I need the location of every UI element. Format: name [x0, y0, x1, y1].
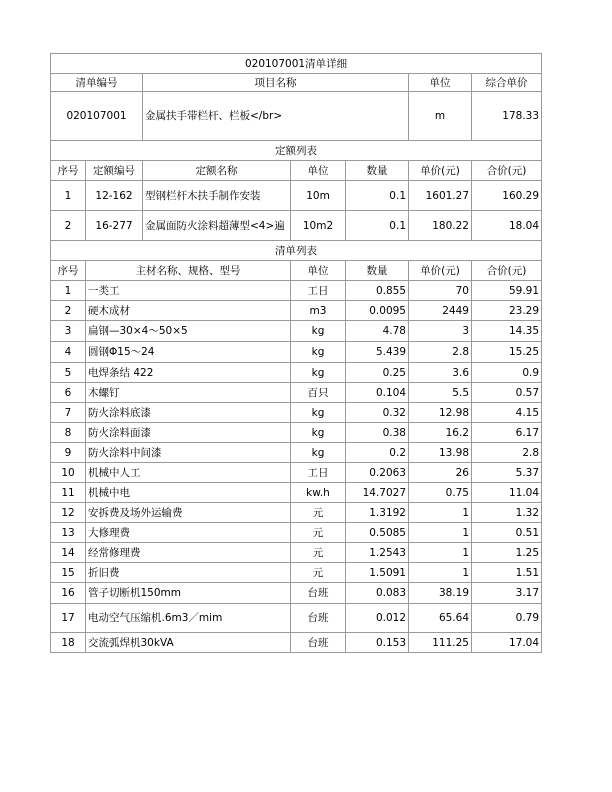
sheet-title: 020107001清单详细	[51, 54, 542, 74]
bill-row	[51, 92, 542, 141]
material-qty: 0.25	[346, 363, 409, 383]
quota-seq-header: 序号	[51, 161, 86, 181]
quota-seq: 1	[51, 181, 86, 211]
material-unit: kg	[291, 403, 346, 423]
quota-price: 180.22	[409, 211, 472, 241]
material-total: 1.51	[472, 563, 542, 583]
quota-qty: 0.1	[346, 211, 409, 241]
material-price: 1	[409, 563, 472, 583]
title-row	[51, 54, 542, 74]
material-price: 1	[409, 523, 472, 543]
quota-price: 1601.27	[409, 181, 472, 211]
material-qty: 14.7027	[346, 483, 409, 503]
material-qty: 0.2	[346, 443, 409, 463]
material-row	[51, 321, 542, 342]
material-row	[51, 503, 542, 523]
material-total: 4.15	[472, 403, 542, 423]
material-total: 5.37	[472, 463, 542, 483]
material-row	[51, 483, 542, 503]
material-total-header: 合价(元)	[472, 261, 542, 281]
material-seq: 9	[51, 443, 86, 463]
material-header-row	[51, 261, 542, 281]
material-qty: 4.78	[346, 321, 409, 342]
material-qty-header: 数量	[346, 261, 409, 281]
material-seq: 4	[51, 342, 86, 363]
material-name: 圆钢Φ15～24	[86, 342, 291, 363]
material-name: 硬木成材	[86, 301, 291, 321]
material-unit: kg	[291, 443, 346, 463]
material-total: 15.25	[472, 342, 542, 363]
quota-name: 金属面防火涂料超薄型<4>遍	[143, 211, 291, 241]
material-unit: 元	[291, 503, 346, 523]
bill-price-header: 综合单价	[472, 74, 542, 92]
material-total: 14.35	[472, 321, 542, 342]
quota-unit-header: 单位	[291, 161, 346, 181]
bill-unit-header: 单位	[409, 74, 472, 92]
material-name: 扁钢—30×4～50×5	[86, 321, 291, 342]
quota-row	[51, 211, 542, 241]
material-qty: 1.2543	[346, 543, 409, 563]
material-row	[51, 363, 542, 383]
material-seq: 16	[51, 583, 86, 604]
material-qty: 1.5091	[346, 563, 409, 583]
material-price: 16.2	[409, 423, 472, 443]
quota-code: 16-277	[86, 211, 143, 241]
material-name-header: 主材名称、规格、型号	[86, 261, 291, 281]
material-name: 折旧费	[86, 563, 291, 583]
quota-price-header: 单价(元)	[409, 161, 472, 181]
material-row	[51, 443, 542, 463]
quota-section-row	[51, 141, 542, 161]
material-total: 0.9	[472, 363, 542, 383]
material-seq: 11	[51, 483, 86, 503]
material-qty: 5.439	[346, 342, 409, 363]
material-price: 2449	[409, 301, 472, 321]
material-price: 70	[409, 281, 472, 301]
material-seq: 6	[51, 383, 86, 403]
bill-unit: m	[409, 92, 472, 141]
material-qty: 0.855	[346, 281, 409, 301]
material-row	[51, 301, 542, 321]
quota-total-header: 合价(元)	[472, 161, 542, 181]
material-unit: kw.h	[291, 483, 346, 503]
material-name: 电动空气压缩机.6m3／mim	[86, 604, 291, 633]
material-total: 3.17	[472, 583, 542, 604]
quota-qty-header: 数量	[346, 161, 409, 181]
quota-header-row	[51, 161, 542, 181]
material-seq: 1	[51, 281, 86, 301]
material-qty: 0.5085	[346, 523, 409, 543]
material-unit: kg	[291, 321, 346, 342]
quota-unit: 10m2	[291, 211, 346, 241]
quota-name-header: 定额名称	[143, 161, 291, 181]
material-seq: 15	[51, 563, 86, 583]
material-name: 安拆费及场外运输费	[86, 503, 291, 523]
material-row	[51, 583, 542, 604]
material-row	[51, 281, 542, 301]
material-price: 65.64	[409, 604, 472, 633]
material-name: 机械中电	[86, 483, 291, 503]
material-price: 26	[409, 463, 472, 483]
material-qty: 0.0095	[346, 301, 409, 321]
material-total: 0.79	[472, 604, 542, 633]
quota-section-title: 定额列表	[51, 141, 542, 161]
material-name: 木螺钉	[86, 383, 291, 403]
bill-price: 178.33	[472, 92, 542, 141]
material-seq: 3	[51, 321, 86, 342]
bill-name: 金属扶手带栏杆、栏板</br>	[143, 92, 409, 141]
material-total: 6.17	[472, 423, 542, 443]
material-seq: 5	[51, 363, 86, 383]
material-seq: 2	[51, 301, 86, 321]
bill-code-header: 清单编号	[51, 74, 143, 92]
material-name: 大修理费	[86, 523, 291, 543]
material-unit: 台班	[291, 604, 346, 633]
material-price: 3	[409, 321, 472, 342]
material-unit: m3	[291, 301, 346, 321]
material-qty: 0.012	[346, 604, 409, 633]
material-price: 13.98	[409, 443, 472, 463]
material-name: 交流弧焊机30kVA	[86, 633, 291, 653]
material-total: 17.04	[472, 633, 542, 653]
material-price: 1	[409, 543, 472, 563]
material-name: 防火涂料中间漆	[86, 443, 291, 463]
material-seq: 18	[51, 633, 86, 653]
material-qty: 0.104	[346, 383, 409, 403]
material-price: 5.5	[409, 383, 472, 403]
material-seq: 17	[51, 604, 86, 633]
quota-seq: 2	[51, 211, 86, 241]
material-qty: 0.153	[346, 633, 409, 653]
material-price: 0.75	[409, 483, 472, 503]
material-row	[51, 383, 542, 403]
material-seq: 12	[51, 503, 86, 523]
material-price: 12.98	[409, 403, 472, 423]
quota-unit: 10m	[291, 181, 346, 211]
material-name: 管子切断机150mm	[86, 583, 291, 604]
material-row	[51, 633, 542, 653]
material-row	[51, 604, 542, 633]
material-qty: 0.38	[346, 423, 409, 443]
material-unit: 台班	[291, 633, 346, 653]
material-unit-header: 单位	[291, 261, 346, 281]
material-row	[51, 423, 542, 443]
material-qty: 0.2063	[346, 463, 409, 483]
quota-name: 型钢栏杆木扶手制作安装	[143, 181, 291, 211]
material-row	[51, 463, 542, 483]
material-section-title: 清单列表	[51, 241, 542, 261]
quota-total: 18.04	[472, 211, 542, 241]
material-row	[51, 342, 542, 363]
material-unit: 工日	[291, 281, 346, 301]
material-total: 23.29	[472, 301, 542, 321]
material-unit: 工日	[291, 463, 346, 483]
bill-code: 020107001	[51, 92, 143, 141]
material-row	[51, 563, 542, 583]
material-total: 59.91	[472, 281, 542, 301]
material-unit: kg	[291, 423, 346, 443]
material-row	[51, 523, 542, 543]
material-unit: 元	[291, 523, 346, 543]
material-total: 2.8	[472, 443, 542, 463]
material-qty: 0.32	[346, 403, 409, 423]
material-total: 0.51	[472, 523, 542, 543]
material-total: 1.32	[472, 503, 542, 523]
bill-name-header: 项目名称	[143, 74, 409, 92]
material-price: 38.19	[409, 583, 472, 604]
material-section-row	[51, 241, 542, 261]
material-name: 防火涂料面漆	[86, 423, 291, 443]
bill-header-row	[51, 74, 542, 92]
bill-detail-table	[50, 53, 542, 653]
material-price-header: 单价(元)	[409, 261, 472, 281]
material-unit: 百只	[291, 383, 346, 403]
material-name: 一类工	[86, 281, 291, 301]
quota-code: 12-162	[86, 181, 143, 211]
material-total: 0.57	[472, 383, 542, 403]
material-qty: 0.083	[346, 583, 409, 604]
material-total: 11.04	[472, 483, 542, 503]
material-name: 机械中人工	[86, 463, 291, 483]
material-row	[51, 543, 542, 563]
material-price: 111.25	[409, 633, 472, 653]
material-name: 电焊条结 422	[86, 363, 291, 383]
material-total: 1.25	[472, 543, 542, 563]
quota-row	[51, 181, 542, 211]
material-name: 经常修理费	[86, 543, 291, 563]
material-unit: kg	[291, 363, 346, 383]
material-unit: 元	[291, 543, 346, 563]
material-unit: kg	[291, 342, 346, 363]
material-seq: 7	[51, 403, 86, 423]
material-qty: 1.3192	[346, 503, 409, 523]
material-seq: 13	[51, 523, 86, 543]
material-price: 1	[409, 503, 472, 523]
material-row	[51, 403, 542, 423]
material-price: 2.8	[409, 342, 472, 363]
quota-total: 160.29	[472, 181, 542, 211]
material-seq-header: 序号	[51, 261, 86, 281]
material-seq: 8	[51, 423, 86, 443]
quota-qty: 0.1	[346, 181, 409, 211]
material-seq: 10	[51, 463, 86, 483]
material-unit: 元	[291, 563, 346, 583]
quota-code-header: 定额编号	[86, 161, 143, 181]
material-seq: 14	[51, 543, 86, 563]
material-price: 3.6	[409, 363, 472, 383]
material-unit: 台班	[291, 583, 346, 604]
material-name: 防火涂料底漆	[86, 403, 291, 423]
